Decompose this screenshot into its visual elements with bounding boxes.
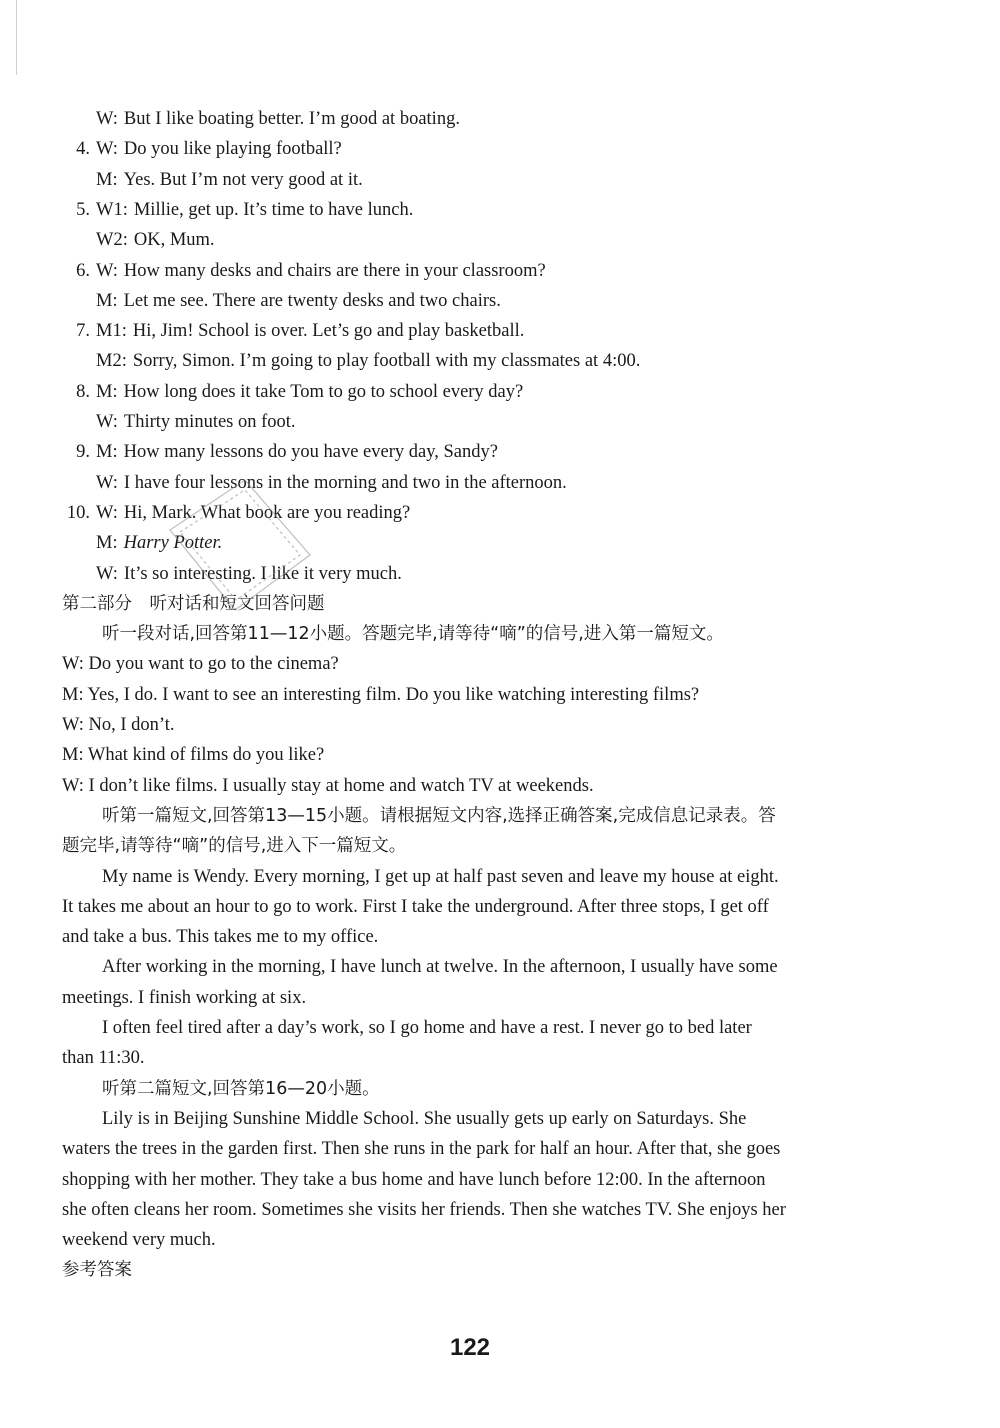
passage-line: and take a bus. This takes me to my office.	[62, 927, 379, 948]
item-number: 8.	[76, 381, 90, 402]
utterance-text: How long does it take Tom to go to school every day?	[123, 381, 524, 402]
passage-line: she often cleans her room. Sometimes she visits her friends. Then she watches TV. She enjoys her	[62, 1199, 786, 1220]
item-number: 9.	[76, 442, 90, 463]
utterance-text: Do you like playing football?	[123, 139, 342, 160]
dialogue-line	[60, 320, 524, 342]
passage-line: Lily is in Beijing Sunshine Middle School. She usually gets up early on Saturdays. She	[102, 1108, 747, 1129]
speaker-label: W:	[96, 139, 118, 160]
dialogue-line	[60, 563, 402, 585]
passage-line: I often feel tired after a day’s work, so I go home and have a rest. I never go to bed later	[102, 1018, 752, 1038]
dialogue-line: W: I don’t like films. I usually stay at home and watch TV at weekends.	[62, 775, 594, 796]
speaker-label: M:	[96, 290, 118, 311]
instruction-text: 听一段对话,回答第11—12小题。答题完毕,请等待“嘀”的信号,进入第一篇短文。	[102, 624, 724, 645]
passage-line: meetings. I finish working at six.	[62, 987, 307, 1008]
instruction-text: 听第一篇短文,回答第13—15小题。请根据短文内容,选择正确答案,完成信息记录表。答	[102, 805, 776, 826]
speaker-label: W2:	[96, 230, 128, 251]
passage-line: waters the trees in the garden first. Then she runs in the park for half an hour. After that, she goes	[62, 1139, 781, 1160]
utterance-text: How many desks and chairs are there in your classroom?	[123, 260, 546, 281]
passage-line: than 11:30.	[62, 1048, 145, 1069]
utterance-text: Thirty minutes on foot.	[123, 412, 296, 432]
speaker-label: W:	[96, 472, 118, 493]
item-number: 6.	[76, 260, 90, 281]
utterance-text: OK, Mum.	[133, 230, 215, 251]
dialogue-line	[60, 108, 460, 130]
dialogue-line	[60, 260, 546, 282]
dialogue-line	[60, 350, 640, 372]
dialogue-line: M: Yes, I do. I want to see an interesting film. Do you like watching interesting films?	[62, 684, 700, 705]
dialogue-line: W: No, I don’t.	[62, 715, 175, 735]
dialogue-line: M: What kind of films do you like?	[62, 745, 325, 766]
dialogue-line	[60, 381, 523, 403]
speaker-label: W:	[96, 109, 118, 129]
utterance-text: It’s so interesting. I like it very much.	[123, 563, 402, 584]
utterance-text: I have four lessons in the morning and two in the afternoon.	[123, 472, 567, 493]
speaker-label: M:	[96, 533, 118, 554]
utterance-text: Hi, Mark. What book are you reading?	[123, 502, 411, 523]
dialogue-line	[60, 502, 410, 524]
utterance-text: Let me see. There are twenty desks and two chairs.	[123, 290, 501, 311]
item-number: 4.	[76, 139, 90, 160]
page-edge-line	[16, 0, 17, 75]
speaker-label: M:	[96, 169, 118, 190]
speaker-label: W:	[96, 260, 118, 281]
dialogue-line	[60, 138, 342, 160]
utterance-text: But I like boating better. I’m good at boating.	[123, 109, 460, 129]
item-number: 10.	[66, 502, 90, 523]
dialogue-line	[60, 290, 501, 312]
item-number: 5.	[76, 199, 90, 220]
speaker-label: W:	[96, 502, 118, 523]
dialogue-line: W: Do you want to go to the cinema?	[62, 654, 339, 675]
passage-line: After working in the morning, I have lunch at twelve. In the afternoon, I usually have some	[102, 957, 778, 978]
dialogue-line	[60, 441, 498, 463]
dialogue-line	[60, 199, 413, 221]
speaker-label: M1:	[96, 321, 127, 342]
passage-line: weekend very much.	[62, 1230, 216, 1251]
utterance-text: Millie, get up. It’s time to have lunch.	[133, 199, 414, 220]
utterance-text: Harry Potter.	[123, 533, 223, 554]
page-number: 122	[449, 1334, 491, 1361]
speaker-label: M2:	[96, 351, 127, 372]
dialogue-line	[60, 229, 215, 251]
speaker-label: W:	[96, 563, 118, 584]
dialogue-line	[60, 169, 363, 191]
utterance-text: Hi, Jim! School is over. Let’s go and play basketball.	[132, 321, 525, 342]
section-heading: 第二部分 听对话和短文回答问题	[62, 593, 325, 614]
section-heading: 参考答案	[62, 1260, 132, 1281]
speaker-label: M:	[96, 381, 118, 402]
passage-line: It takes me about an hour to go to work. First I take the underground. After three stops, I get off	[62, 896, 769, 917]
instruction-text: 题完毕,请等待“嘀”的信号,进入下一篇短文。	[62, 836, 407, 857]
dialogue-line	[60, 532, 222, 554]
utterance-text: Yes. But I’m not very good at it.	[123, 169, 363, 190]
passage-line: shopping with her mother. They take a bus home and have lunch before 12:00. In the afternoon	[62, 1169, 766, 1190]
instruction-text: 听第二篇短文,回答第16—20小题。	[102, 1078, 380, 1099]
speaker-label: W1:	[96, 199, 128, 220]
utterance-text: How many lessons do you have every day, Sandy?	[123, 442, 498, 463]
dialogue-line	[60, 472, 567, 494]
speaker-label: W:	[96, 412, 118, 432]
dialogue-line	[60, 411, 296, 433]
passage-line: My name is Wendy. Every morning, I get up at half past seven and leave my house at eight.	[102, 866, 779, 887]
item-number: 7.	[76, 321, 90, 342]
speaker-label: M:	[96, 442, 118, 463]
utterance-text: Sorry, Simon. I’m going to play football with my classmates at 4:00.	[132, 351, 641, 372]
